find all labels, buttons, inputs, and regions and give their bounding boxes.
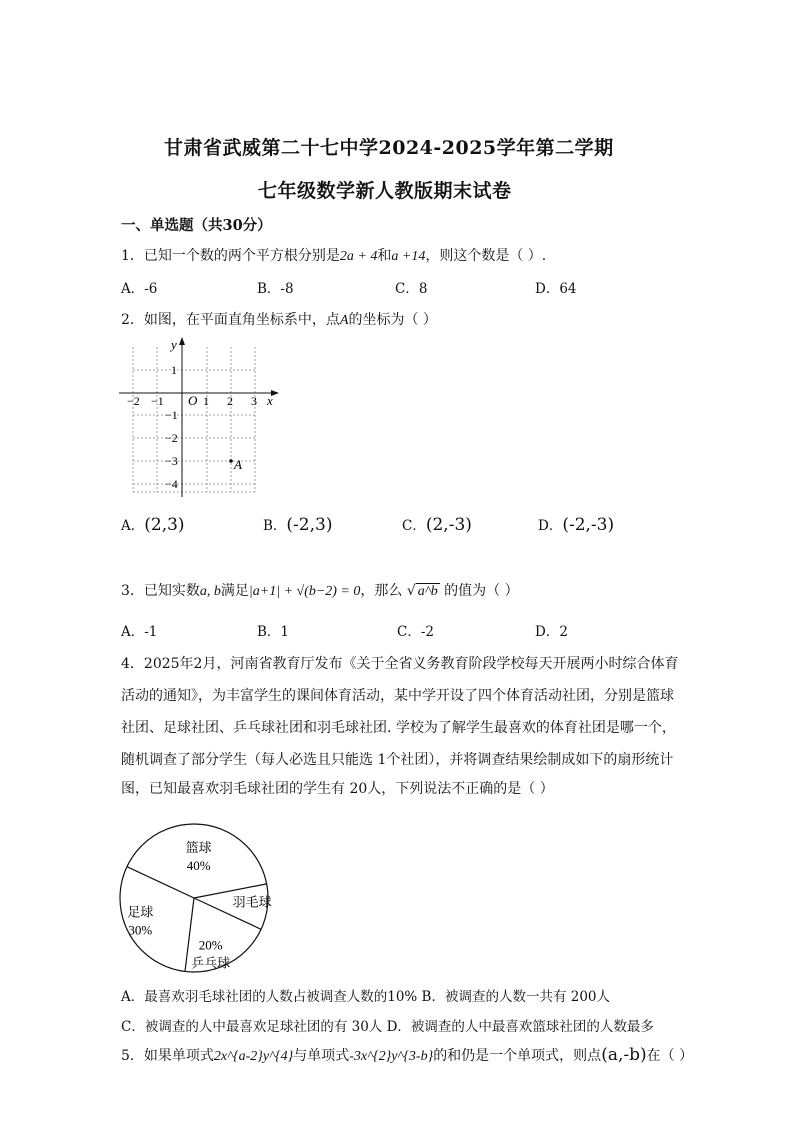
q1-option-d[interactable]: D．64 — [535, 281, 577, 297]
exam-title-line1: 甘肃省武威第二十七中学2024-2025学年第二学期 — [164, 137, 614, 159]
question-1-stem — [121, 245, 546, 265]
y-tick-neg4: −4 — [165, 477, 178, 491]
origin-label: O — [188, 393, 198, 408]
q1-expr2: a +14 — [391, 249, 426, 264]
q3-option-d[interactable]: D．2 — [535, 624, 568, 640]
q4-line-4: 随机调查了部分学生（每人必选且只能选 1个社团），并将调查结果绘制成如下的扇形统计 — [121, 752, 674, 768]
q2-point-name: A — [339, 313, 349, 328]
q4-line-1: 4．2025年2月，河南省教育厅发布《关于全省义务教育阶段学校每天开展两小时综合体育 — [121, 656, 679, 672]
q2-option-d[interactable] — [538, 514, 614, 535]
q5-mono1: 2x^{a-2}y^{4} — [213, 1049, 294, 1064]
x-tick-3: 3 — [251, 394, 257, 408]
q3-condition: |a+1| + √(b−2) = 0 — [248, 584, 361, 599]
pie-chart — [114, 818, 274, 978]
q5-suffix2: 在（ ） — [646, 1048, 694, 1064]
q1-expr1: 2a + 4 — [339, 249, 378, 264]
pie-label-乒乓球: 乒乓球 — [191, 955, 231, 971]
q1-mid: 和 — [377, 248, 392, 264]
q1-option-a[interactable]: A．-6 — [121, 281, 158, 297]
point-a-marker — [229, 459, 233, 463]
q4-line-3: 社团、足球社团、乒乓球社团和羽毛球社团. 学校为了解学生最喜欢的体育社团是哪一个， — [121, 720, 676, 736]
q2-option-d-letter: D． — [538, 518, 563, 534]
q5-mid: 与单项式 — [293, 1048, 350, 1064]
q3-root: √ a^b — [406, 583, 438, 599]
x-tick-2: 2 — [227, 394, 233, 408]
x-axis-label: x — [267, 393, 273, 408]
x-tick-neg1: −1 — [151, 394, 164, 408]
q3-mid: 满足 — [220, 583, 249, 599]
q3-option-a[interactable]: A．-1 — [121, 624, 158, 640]
question-5-stem — [121, 1045, 693, 1065]
q2-option-b[interactable] — [263, 514, 332, 535]
q2-option-b-letter: B． — [263, 518, 287, 534]
q3-prefix: 3．已知实数 — [121, 583, 200, 599]
q5-mono2: -3x^{2}y^{3-b} — [349, 1049, 434, 1064]
q2-option-a-letter: A． — [121, 518, 145, 534]
q2-option-d-value: (-2,-3) — [562, 515, 615, 535]
y-tick-1: 1 — [171, 363, 177, 377]
y-tick-neg3: −3 — [165, 454, 178, 468]
q2-option-c-value: (2,-3) — [425, 515, 472, 535]
q4-line-5: 图，已知最喜欢羽毛球社团的学生有 20人，下列说法不正确的是（ ） — [121, 781, 554, 797]
q2-suffix: 的坐标为（ ） — [348, 312, 437, 328]
q1-prefix: 1．已知一个数的两个平方根分别是 — [121, 248, 340, 264]
point-a-label: A — [234, 457, 242, 472]
question-2-stem — [121, 309, 437, 329]
q3-option-c[interactable]: C．-2 — [397, 624, 434, 640]
q5-point: (a,-b) — [601, 1045, 647, 1065]
q1-suffix: ，则这个数是（ ）. — [425, 248, 547, 264]
q3-option-b[interactable]: B．1 — [257, 624, 290, 640]
q1-option-b[interactable]: B．-8 — [257, 281, 294, 297]
x-tick-neg2: −2 — [127, 394, 140, 408]
q2-option-b-value: (-2,3) — [286, 515, 333, 535]
exam-title-line2: 七年级数学新人教版期末试卷 — [258, 180, 512, 202]
q1-option-c[interactable]: C．8 — [395, 281, 428, 297]
pie-label-足球: 足球 — [127, 904, 154, 920]
q4-line-2: 活动的通知》，为丰富学生的课间体育活动，某中学开设了四个体育活动社团，分别是篮球 — [121, 688, 674, 704]
q3-then: ，那么 — [360, 583, 403, 599]
pie-pct-足球: 30% — [128, 922, 153, 938]
q5-suffix1: 的和仍是一个单项式，则点 — [433, 1048, 602, 1064]
q3-suffix: 的值为（ ） — [444, 583, 519, 599]
pie-label-羽毛球: 羽毛球 — [232, 894, 272, 910]
q4-option-ab[interactable]: A．最喜欢羽毛球社团的人数占被调查人数的10% B．被调查的人数一共有 200人 — [121, 989, 611, 1005]
pie-pct-乒乓球: 20% — [198, 937, 223, 953]
y-tick-neg2: −2 — [165, 431, 178, 445]
q4-option-cd[interactable]: C．被调查的人中最喜欢足球社团的有 30人 D．被调查的人中最喜欢篮球社团的人数最多 — [121, 1019, 654, 1035]
y-tick-neg1: −1 — [165, 408, 178, 422]
q5-prefix: 5．如果单项式 — [121, 1048, 214, 1064]
question-3-stem — [121, 580, 519, 600]
q3-root-expr: a^b — [417, 584, 438, 599]
q2-option-c[interactable] — [402, 514, 472, 535]
q2-option-a-value: (2,3) — [144, 515, 185, 535]
y-axis-label: y — [171, 337, 177, 352]
section-heading-single-choice: 一、单选题（共30分） — [121, 217, 272, 234]
q2-prefix: 2．如图，在平面直角坐标系中，点 — [121, 312, 340, 328]
y-axis-arrow — [179, 337, 185, 345]
pie-pct-篮球: 40% — [186, 857, 211, 873]
coordinate-graph — [115, 335, 285, 505]
pie-label-篮球: 篮球 — [185, 839, 212, 855]
q2-option-c-letter: C． — [402, 518, 426, 534]
x-tick-1: 1 — [203, 394, 209, 408]
q3-vars: a, b — [199, 584, 221, 599]
q2-option-a[interactable] — [121, 514, 185, 535]
